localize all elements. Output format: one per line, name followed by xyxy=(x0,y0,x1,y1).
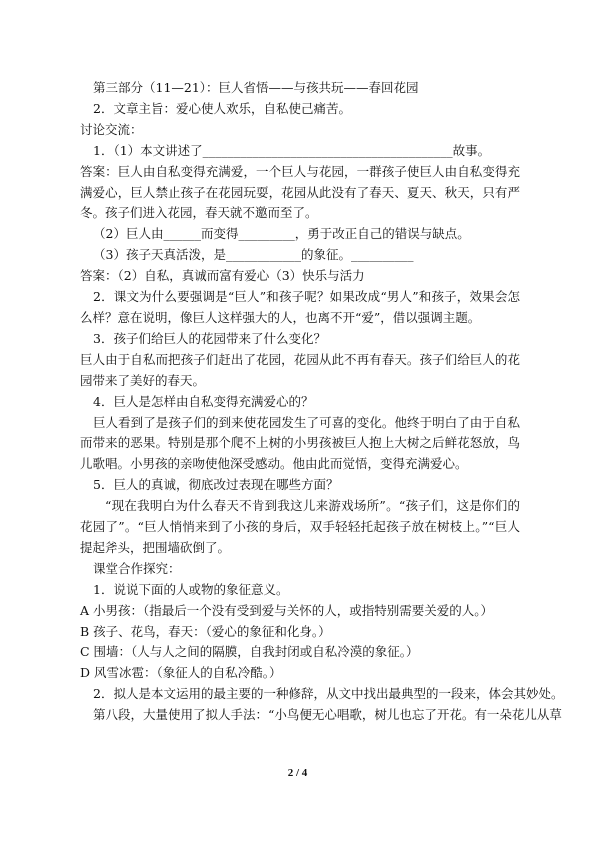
cooperative-inquiry-heading: 课堂合作探究： xyxy=(93,560,181,576)
inquiry-question-1: 1．说说下面的人或物的象征意义。 xyxy=(93,581,289,597)
symbol-option-c: C 围墙：（人与人之间的隔膜，自我封闭或自私冷漠的象征。） xyxy=(80,644,419,660)
page-content xyxy=(80,78,564,726)
discussion-heading: 讨论交流： xyxy=(80,121,143,137)
main-idea: 2．文章主旨：爱心使人欢乐，自私使己痛苦。 xyxy=(93,100,351,116)
question-5: 5．巨人的真诚，彻底改过表现在哪些方面？ xyxy=(93,477,339,493)
paragraph-eight-analysis: 第八段，大量使用了拟人手法：“小鸟便无心唱歌，树儿也忘了开花。有一朵花儿从草 xyxy=(93,707,562,723)
symbol-option-a: A 小男孩：（指最后一个没有受到爱与关怀的人，或指特别需要关爱的人。） xyxy=(80,602,494,618)
section-heading: 第三部分（11—21）：巨人省悟——与孩共玩——春回花园 xyxy=(93,80,419,95)
question-1-part-3: （3）孩子天真活泼，是____________的象征。__________ xyxy=(93,247,414,263)
answer-5: “现在我明白为什么春天不肯到我这儿来游戏场所”。“孩子们，这是你们的花园了”。“巨人悄悄来到了小孩的身后，双手轻轻托起孩子放在树枝上。”“巨人提起斧头，把围墙砍倒了。 xyxy=(80,498,520,555)
page-number: 2 / 4 xyxy=(287,767,308,779)
question-4: 4．巨人是怎样由自私变得充满爱心的？ xyxy=(93,393,314,409)
symbol-option-d: D 风雪冰雹：（象征人的自私冷酷。） xyxy=(80,665,282,681)
question-3: 3．孩子们给巨人的花园带来了什么变化？ xyxy=(93,330,326,346)
question-2-with-answer: 2．课文为什么要强调是“巨人”和孩子呢？如果改成“男人”和孩子，效果会怎么样？意在说明，像巨人这样强大的人，也离不开“爱”，借以强调主题。 xyxy=(80,289,520,325)
inquiry-question-2: 2．拟人是本文运用的最主要的一种修辞，从文中找出最典型的一段来，体会其妙处。 xyxy=(93,686,564,702)
answer-1-parts-2-3: 答案：（2）自私，真诚而富有爱心（3）快乐与活力 xyxy=(80,268,365,284)
answer-4: 巨人看到了是孩子们的到来使花园发生了可喜的变化。他终于明白了由于自私而带来的恶果。特别是那个爬不上树的小男孩被巨人抱上大树之后鲜花怒放，鸟儿歌唱。小男孩的亲吻使他深受感动。他由此而觉悟，变得充满爱心。 xyxy=(80,414,520,472)
answer-3: 巨人由于自私而把孩子们赶出了花园，花园从此不再有春天。孩子们给巨人的花园带来了美好的春天。 xyxy=(80,351,520,388)
question-1-part-1: 1．（1）本文讲述了________________________________________故事。 xyxy=(93,142,491,158)
answer-1: 答案：巨人由自私变得充满爱，一个巨人与花园，一群孩子使巨人由自私变得充满爱心，巨人禁止孩子在花园玩耍，花园从此没有了春天、夏天、秋天，只有严冬。孩子们进入花园，春天就不邀而至了。 xyxy=(80,163,520,221)
question-1-part-2: （2）巨人由______而变得_________，勇于改正自己的错误与缺点。 xyxy=(93,226,470,242)
symbol-option-b: B 孩子、花鸟，春天：（爱心的象征和化身。） xyxy=(80,623,331,639)
